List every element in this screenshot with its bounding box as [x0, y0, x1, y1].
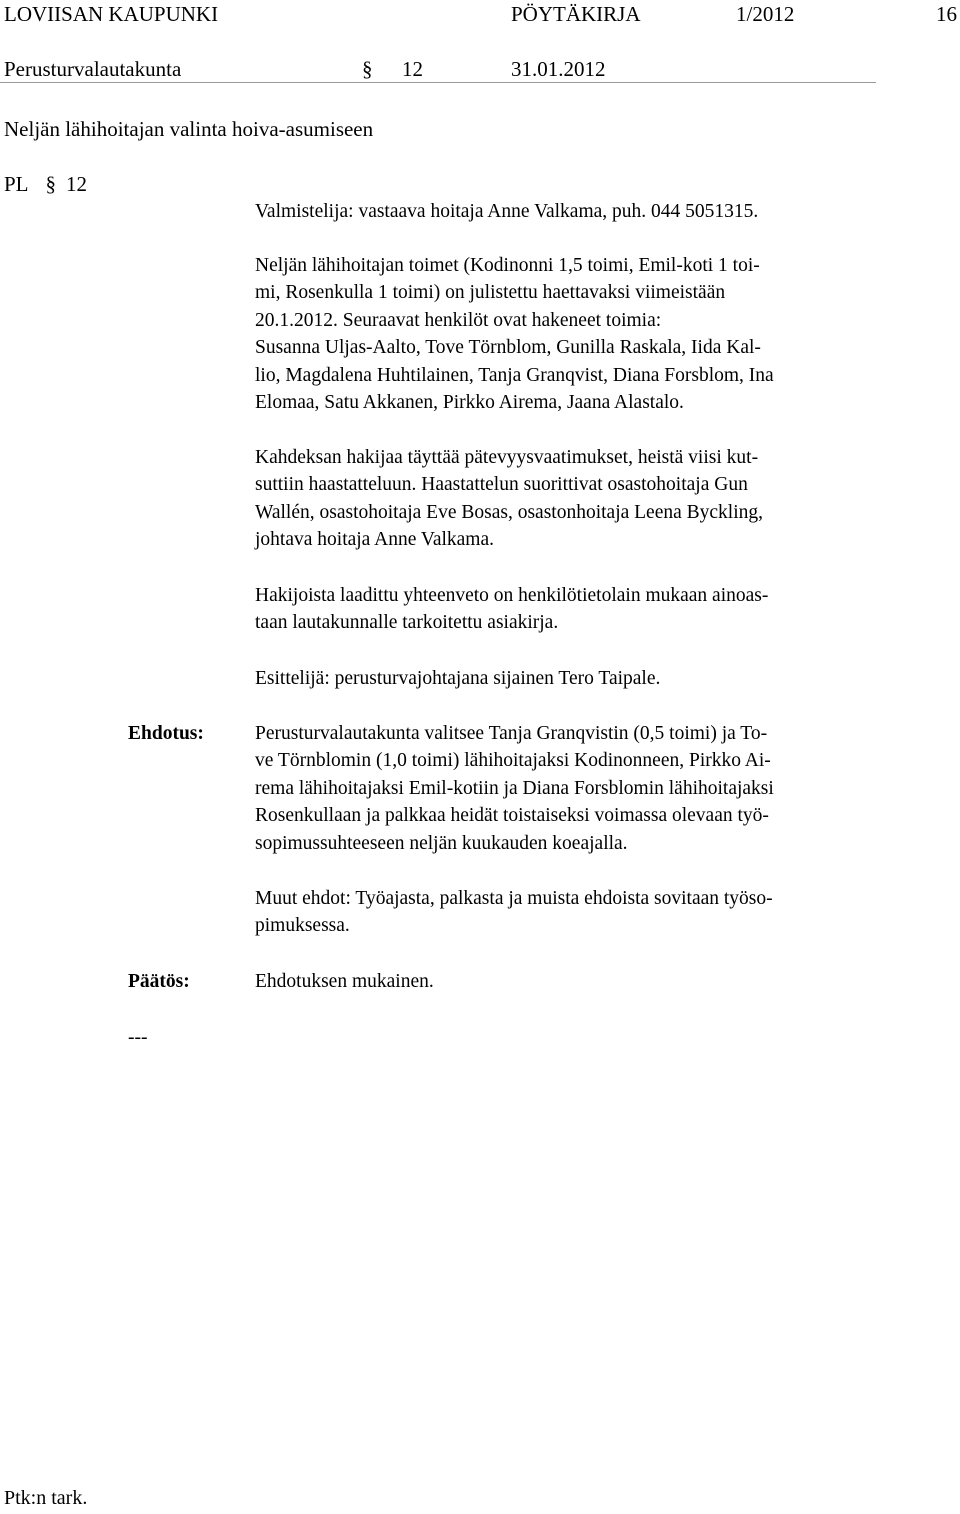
decision-label: Päätös: — [128, 971, 190, 992]
text-line: Susanna Uljas-Aalto, Tove Törnblom, Gunilla Raskala, Iida Kal- — [255, 337, 761, 359]
text-line: Esittelijä: perusturvajohtajana sijainen Tero Taipale. — [255, 668, 661, 689]
minutes-check-label: Ptk:n tark. — [4, 1487, 88, 1509]
text-line: Muut ehdot: Työajasta, palkasta ja muista ehdoista sovitaan työso- — [255, 888, 773, 909]
section-ref-number: 12 — [66, 172, 88, 196]
header-section-number: 12 — [402, 57, 423, 81]
meeting-date: 31.01.2012 — [511, 57, 606, 81]
text-line: johtava hoitaja Anne Valkama. — [255, 529, 494, 551]
document-number: 1/2012 — [736, 2, 795, 26]
presenter-paragraph — [255, 665, 875, 692]
section-symbol-icon: § — [362, 57, 373, 81]
proposal-paragraph — [255, 720, 875, 857]
other-terms-paragraph — [255, 885, 875, 940]
decision-text: Ehdotuksen mukainen. — [255, 971, 434, 992]
header-divider — [0, 82, 876, 83]
organization-name: LOVIISAN KAUPUNKI — [4, 2, 219, 26]
text-line: lio, Magdalena Huhtilainen, Tanja Granqvist, Diana Forsblom, Ina — [255, 364, 774, 386]
section-symbol-icon: § — [45, 172, 57, 196]
proposal-label: Ehdotus: — [128, 723, 204, 744]
text-line: Elomaa, Satu Akkanen, Pirkko Airema, Jaana Alastalo. — [255, 392, 684, 414]
interviews-paragraph — [255, 444, 875, 554]
text-line: Valmistelija: vastaava hoitaja Anne Valkama, puh. 044 5051315. — [255, 201, 759, 222]
section-ref — [4, 172, 87, 197]
section-ref-prefix: PL — [4, 172, 29, 196]
text-line: mi, Rosenkulla 1 toimi) on julistettu haettavaksi viimeistään — [255, 282, 726, 304]
text-line: Hakijoista laadittu yhteenveto on henkilötietolain mukaan ainoas- — [255, 585, 769, 606]
page-number: 16 — [936, 2, 957, 26]
text-line: Rosenkullaan ja palkkaa heidät toistaiseksi voimassa olevaan työ- — [255, 805, 769, 827]
page-title: Neljän lähihoitajan valinta hoiva-asumiseen — [4, 117, 374, 141]
text-line: pimuksessa. — [255, 915, 350, 937]
text-line: taan lautakunnalle tarkoitettu asiakirja. — [255, 612, 559, 634]
text-line: ve Törnblomin (1,0 toimi) lähihoitajaksi Kodinonneen, Pirkko Ai- — [255, 750, 771, 772]
summary-paragraph — [255, 582, 875, 637]
text-line: rema lähihoitajaksi Emil-kotiin ja Diana Forsblomin lähihoitajaksi — [255, 777, 774, 799]
preparer-paragraph — [255, 198, 875, 225]
text-line: Kahdeksan hakijaa täyttää pätevyysvaatimukset, heistä viisi kut- — [255, 447, 759, 468]
text-line: suttiin haastatteluun. Haastattelun suorittivat osastohoitaja Gun — [255, 474, 748, 496]
text-line: Neljän lähihoitajan toimet (Kodinonni 1,5 toimi, Emil-koti 1 toi- — [255, 255, 760, 276]
end-marker: --- — [128, 1027, 148, 1048]
document-type: PÖYTÄKIRJA — [511, 2, 641, 26]
text-line: Wallén, osastohoitaja Eve Bosas, osastonhoitaja Leena Byckling, — [255, 501, 764, 523]
text-line: Perusturvalautakunta valitsee Tanja Granqvistin (0,5 toimi) ja To- — [255, 723, 768, 744]
intro-paragraph — [255, 252, 875, 416]
text-line: sopimussuhteeseen neljän kuukauden koeajalla. — [255, 832, 628, 854]
committee-name: Perusturvalautakunta — [4, 57, 182, 81]
text-line: 20.1.2012. Seuraavat henkilöt ovat hakeneet toimia: — [255, 309, 662, 331]
